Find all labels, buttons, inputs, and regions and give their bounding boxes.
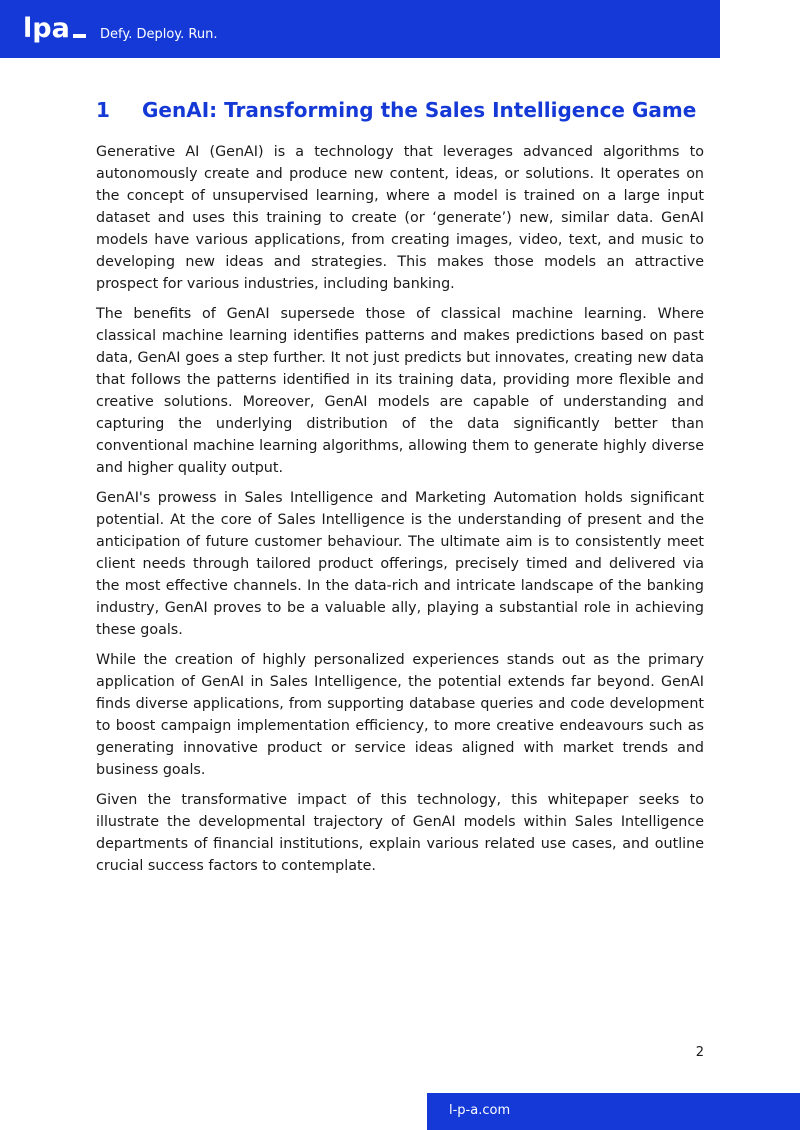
paragraph: GenAI's prowess in Sales Intelligence and Marketing Automation holds significant potential. At the core of Sales Intelligence is the understanding of present and the anticipation of future customer behaviour. The ultimate aim is to consistently meet client needs through tailored product offerings, precisely timed and delivered via the most effective channels. In the data-rich and intricate landscape of the banking industry, GenAI proves to be a valuable ally, playing a substantial role in achieving these goals. [96, 490, 704, 638]
paragraph: While the creation of highly personalized experiences stands out as the primary application of GenAI in Sales Intelligence, the potential extends far beyond. GenAI finds diverse applications, from supporting database queries and code development to boost campaign implementation efficiency, to more creative endeavours such as generating innovative product or service ideas aligned with market trends and business goals. [96, 652, 704, 778]
header-tagline: Defy. Deploy. Run. [100, 27, 218, 42]
header-banner [0, 0, 720, 58]
lpa-logo [23, 14, 86, 44]
section-number: 1 [96, 98, 110, 122]
paragraph: Generative AI (GenAI) is a technology that leverages advanced algorithms to autonomously create and produce new content, ideas, or solutions. It operates on the concept of unsupervised learning, where a model is trained on a large input dataset and uses this training to create (or ‘generate’) new, similar data. GenAI models have various applications, from creating images, video, text, and music to developing new ideas and strategies. This makes those models an attractive prospect for various industries, including banking. [96, 144, 704, 292]
footer-banner [427, 1093, 800, 1130]
logo-text: lpa [23, 13, 70, 44]
section-heading [96, 96, 716, 124]
paragraph: The benefits of GenAI supersede those of classical machine learning. Where classical machine learning identifies patterns and makes predictions based on past data, GenAI goes a step further. It not just predicts but innovates, creating new data that follows the patterns identified in its training data, providing more flexible and creative solutions. Moreover, GenAI models are capable of understanding and capturing the underlying distribution of the data significantly better than conventional machine learning algorithms, allowing them to generate highly diverse and higher quality output. [96, 306, 704, 476]
section-title: GenAI: Transforming the Sales Intelligence Game [142, 98, 697, 122]
footer-url-link[interactable]: l-p-a.com [449, 1103, 511, 1118]
logo-underscore-mark [73, 34, 86, 38]
body-text [96, 141, 704, 885]
page-number: 2 [695, 1045, 704, 1060]
paragraph: Given the transformative impact of this technology, this whitepaper seeks to illustrate the developmental trajectory of GenAI models within Sales Intelligence departments of financial institutions, explain various related use cases, and outline crucial success factors to contemplate. [96, 792, 704, 874]
